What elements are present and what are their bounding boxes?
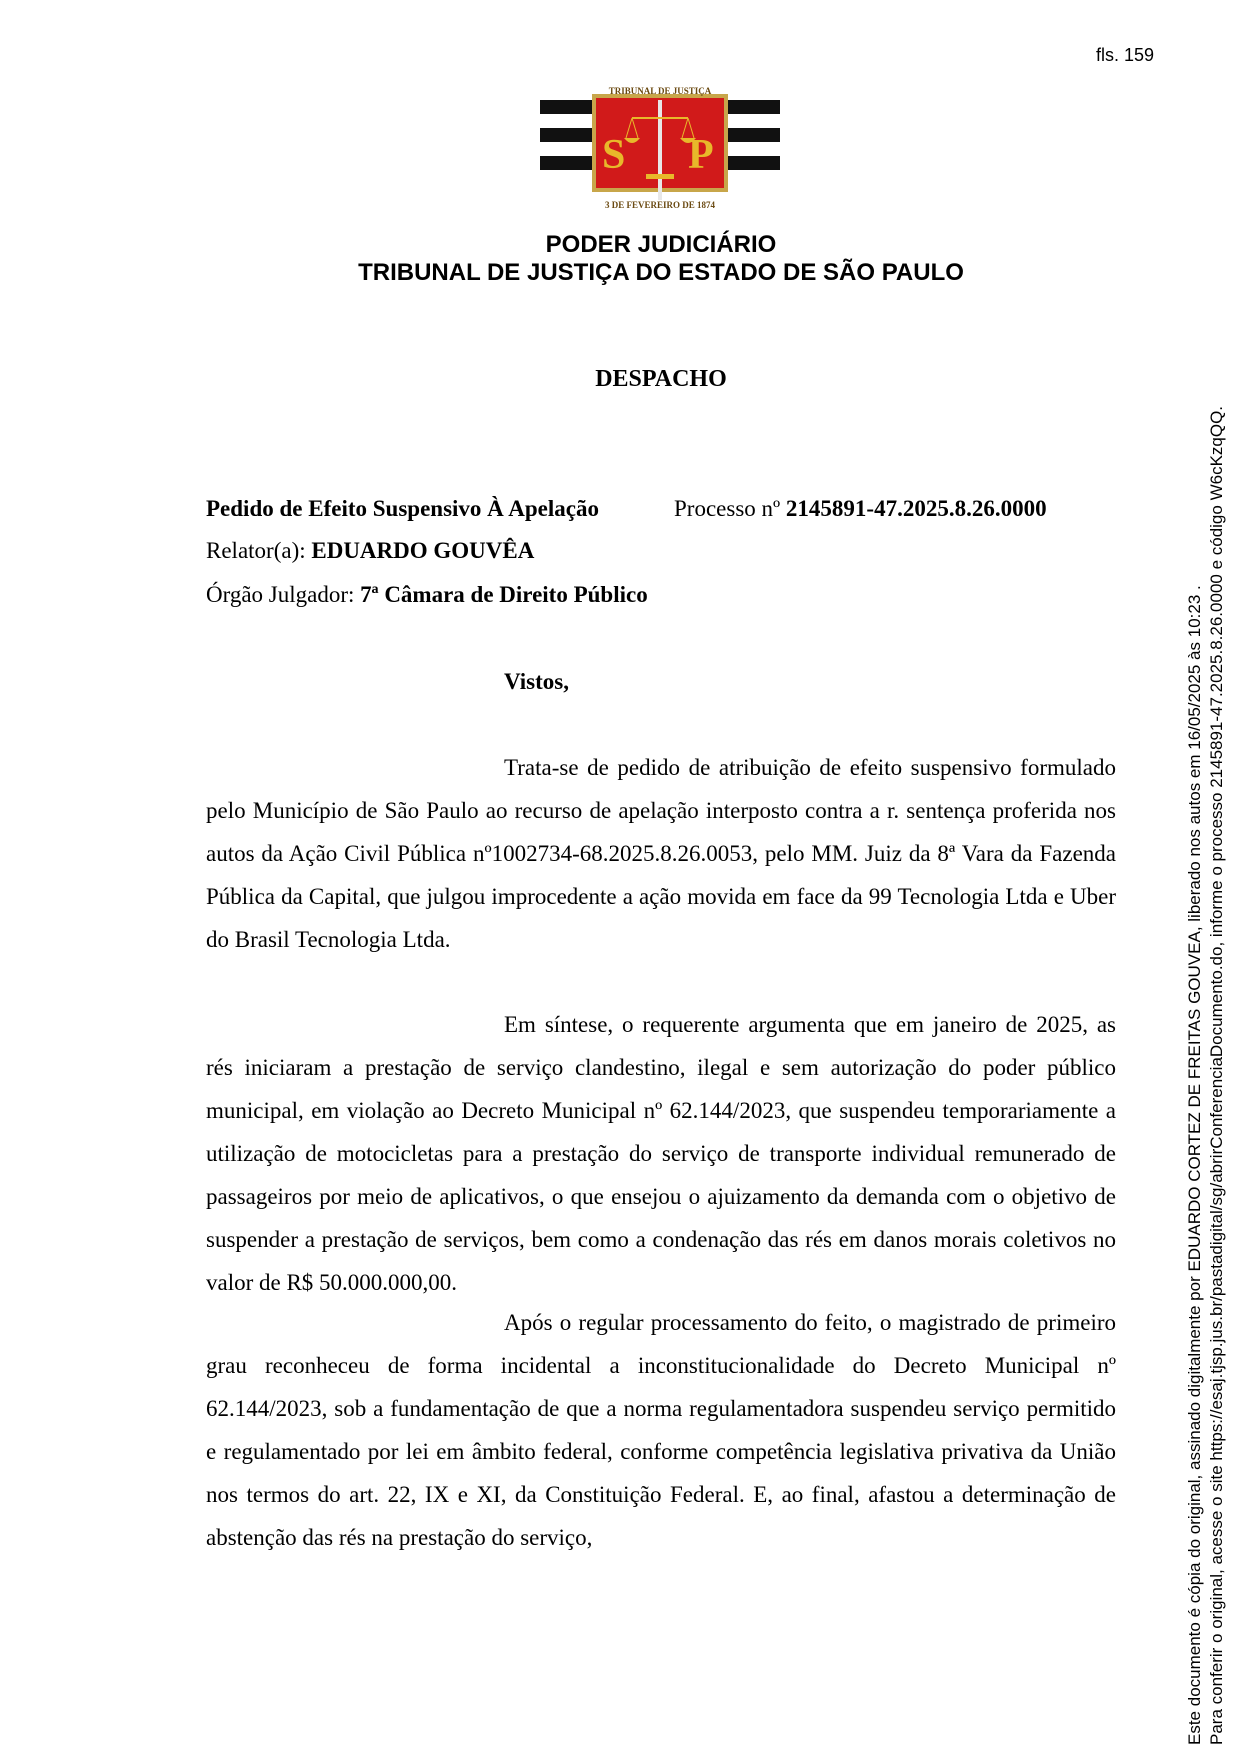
paragraph-3: Após o regular processamento do feito, o magistrado de primeiro grau reconheceu de forma incidental a inconstitucionalidade do Decreto Municipal nº 62.144/2023, sob a fundamentação de que a norma regulamentadora suspendeu serviço permitido e regulamentado por lei em âmbito federal, conforme competência legislativa privativa da União nos termos do art. 22, IX e XI, da Constituição Federal. E, ao final, afastou a determinação de abstenção das rés na prestação do serviço, <box>206 1310 1116 1550</box>
request-type: Pedido de Efeito Suspensivo À Apelação <box>206 496 599 521</box>
court-name: 7ª Câmara de Direito Público <box>360 582 648 607</box>
paragraph-1: Trata-se de pedido de atribuição de efeito suspensivo formulado pelo Município de São Paulo ao recurso de apelação interposto contra a r. sentença proferida nos autos da Ação Civil Pública nº1002734-68.2025.8.26.0053, pelo MM. Juiz da 8ª Vara da Fazenda Pública da Capital, que julgou improcedente a ação movida em face da 99 Tecnologia Ltda e Uber do Brasil Tecnologia Ltda. <box>206 755 1116 952</box>
document-title: DESPACHO <box>595 366 727 392</box>
rapporteur-label: Relator(a): <box>206 538 312 563</box>
court-line <box>206 582 648 608</box>
process-label: Processo nº <box>674 496 786 521</box>
tjsp-seal-logo <box>540 86 780 216</box>
rapporteur-line <box>206 538 534 564</box>
svg-text:S: S <box>602 132 626 178</box>
process-number: 2145891-47.2025.8.26.0000 <box>785 496 1047 521</box>
side-note-line-2: Para conferir o original, acesse o site https://esaj.tjsp.jus.br/pastadigital/sg/abrirConferenciaDocumento.do, informe o processo 2145891-47.2025.8.26.0000 e código W6cKzqQQ. <box>1207 405 1226 1745</box>
verification-side-note <box>1184 255 1228 1745</box>
court-label: Órgão Julgador: <box>206 582 361 607</box>
header-line-2: TRIBUNAL DE JUSTIÇA DO ESTADO DE SÃO PAULO <box>358 259 964 286</box>
side-note-line-1: Este documento é cópia do original, assinado digitalmente por EDUARDO CORTEZ DE FREITAS GOUVEA, liberado nos autos em 16/05/2025 às 10:23 . <box>1185 585 1204 1745</box>
rapporteur-name: EDUARDO GOUVÊA <box>311 538 535 563</box>
greeting: Vistos, <box>504 669 569 694</box>
svg-text:P: P <box>688 132 714 178</box>
svg-text:TRIBUNAL DE JUSTIÇA: TRIBUNAL DE JUSTIÇA <box>608 86 712 96</box>
paragraph-2: Em síntese, o requerente argumenta que em janeiro de 2025, as rés iniciaram a prestação de serviço clandestino, ilegal e sem autorização do poder público municipal, em violação ao Decreto Municipal nº 62.144/2023, que suspendeu temporariamente a utilização de motocicletas para a prestação do serviço de transporte individual remunerado de passageiros por meio de aplicativos, o que ensejou o ajuizamento da demanda com o objetivo de suspender a prestação de serviços, bem como a condenação das rés em danos morais coletivos no valor de R$ 50.000.000,00. <box>206 1012 1116 1295</box>
process-line <box>674 496 1047 522</box>
header-line-1: PODER JUDICIÁRIO <box>545 231 777 258</box>
page-number: fls. 159 <box>1096 45 1155 65</box>
svg-text:3 DE FEVEREIRO DE 1874: 3 DE FEVEREIRO DE 1874 <box>604 200 716 210</box>
